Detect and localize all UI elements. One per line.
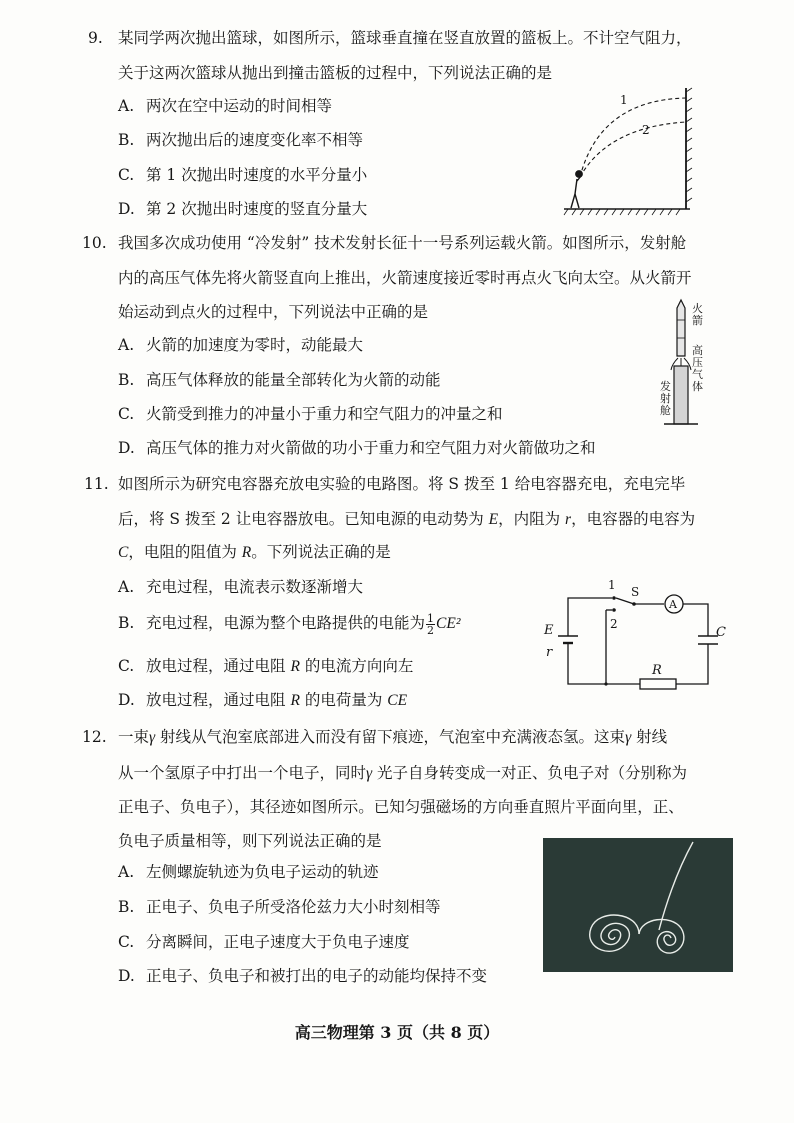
option-label: A. <box>118 97 135 115</box>
terminal-2-label: 2 <box>610 617 618 631</box>
ground-hatch <box>564 209 680 215</box>
backboard-hatch <box>686 88 692 202</box>
option-text: 第 1 次抛出时速度的水平分量小 <box>146 166 368 184</box>
q11-stem-line-1: 如图所示为研究电容器充放电实验的电路图。将 S 拨至 1 给电容器充电，充电完毕 <box>118 475 686 493</box>
option-text: 正电子、负电子和被打出的电子的动能均保持不变 <box>146 967 488 985</box>
cabin-label: 发射舱 <box>660 380 671 417</box>
option-text: 火箭受到推力的冲量小于重力和空气阻力的冲量之和 <box>146 405 503 423</box>
q11-option-c[interactable]: C. 放电过程，通过电阻 R 的电流方向向左 <box>118 657 414 675</box>
terminal-2 <box>612 608 616 612</box>
q10-stem-line-1: 我国多次成功使用 “冷发射” 技术发射长征十一号系列运载火箭。如图所示，发射舱 <box>118 234 687 252</box>
resistance-symbol: R <box>241 544 252 561</box>
q10-stem-line-3: 始运动到点火的过程中，下列说法中正确的是 <box>118 303 429 321</box>
option-label: D. <box>118 439 135 457</box>
q10-rocket-figure <box>660 298 720 436</box>
q12-stem-line-4: 负电子质量相等，则下列说法正确的是 <box>118 832 382 850</box>
q11-option-a[interactable] <box>118 576 363 598</box>
option-text: 两次抛出后的速度变化率不相等 <box>146 131 364 149</box>
q12-option-b[interactable] <box>118 896 441 918</box>
wire-bottom <box>568 648 640 684</box>
q11-number: 11. <box>84 475 109 493</box>
q12-bubble-chamber-photo <box>543 838 733 972</box>
trajectory-2-label: 2 <box>642 123 650 137</box>
q11-stem-line-3: C，电阻的阻值为 R。下列说法正确的是 <box>118 543 391 561</box>
wire-capacitor-resistor <box>676 644 708 684</box>
option-text: 充电过程，电流表示数逐渐增大 <box>146 578 364 596</box>
rocket-label: 火箭 <box>692 302 703 327</box>
q12-option-c[interactable] <box>118 931 410 953</box>
gamma-symbol: γ <box>366 765 373 782</box>
option-label: A. <box>118 578 135 596</box>
q10-option-c[interactable] <box>118 403 503 425</box>
option-label: D. <box>118 691 135 709</box>
terminal-1 <box>612 596 616 600</box>
gas-label: 高压气体 <box>692 344 703 393</box>
gamma-symbol: γ <box>625 729 632 746</box>
q11-option-d[interactable]: D. 放电过程，通过电阻 R 的电荷量为 CE <box>118 691 408 709</box>
junction-node <box>604 682 607 685</box>
wire-ammeter-capacitor <box>683 604 708 636</box>
option-label: B. <box>118 131 135 149</box>
option-text: 正电子、负电子所受洛伦兹力大小时刻相等 <box>146 898 441 916</box>
option-text: 第 2 次抛出时速度的竖直分量大 <box>146 200 368 218</box>
ammeter-label: A <box>669 598 677 611</box>
option-label: C. <box>118 657 135 675</box>
option-label: C. <box>118 405 135 423</box>
option-text: 分离瞬间，正电子速度大于负电子速度 <box>146 933 410 951</box>
gamma-symbol: γ <box>149 729 156 746</box>
trajectory-2 <box>580 122 686 177</box>
resistor-label: R <box>652 663 662 678</box>
option-label: D. <box>118 200 135 218</box>
capacitance-symbol: C <box>118 544 129 561</box>
trajectory-1-label: 1 <box>620 93 628 107</box>
q10-stem-line-2: 内的高压气体先将火箭竖直向上推出，火箭速度接近零时再点火飞向太空。从火箭开 <box>118 269 692 287</box>
option-text: 两次在空中运动的时间相等 <box>146 97 333 115</box>
q10-option-d[interactable] <box>118 437 596 459</box>
internal-resistance-symbol: r <box>565 511 572 528</box>
q11-option-b[interactable] <box>118 612 460 636</box>
option-label: C. <box>118 166 135 184</box>
launch-cabin <box>674 366 688 424</box>
option-label: A. <box>118 863 135 881</box>
q9-basketball-figure <box>560 82 710 222</box>
fraction-one-half: $\frac{1}{2}$ <box>427 611 435 637</box>
option-formula: CE² <box>436 615 461 632</box>
photo-background <box>543 838 733 972</box>
terminal-1-label: 1 <box>608 578 616 592</box>
q9-option-b[interactable] <box>118 129 363 151</box>
option-text: 充电过程，电源为整个电路提供的电能为 <box>146 614 426 632</box>
q12-option-d[interactable] <box>118 965 487 987</box>
option-text: 高压气体的推力对火箭做的功小于重力和空气阻力对火箭做功之和 <box>146 439 596 457</box>
switch-pivot <box>632 602 636 606</box>
page-footer: 高三物理第 3 页（共 8 页） <box>294 1023 500 1042</box>
q10-number: 10. <box>82 234 107 252</box>
q9-stem-line-1: 某同学两次抛出篮球，如图所示，篮球垂直撞在竖直放置的篮板上。不计空气阻力， <box>118 29 692 47</box>
option-label: A. <box>118 336 135 354</box>
q12-stem-line-3: 正电子、负电子），其径迹如图所示。已知匀强磁场的方向垂直照片平面向里，正、 <box>118 798 684 816</box>
option-text: 左侧螺旋轨迹为负电子运动的轨迹 <box>146 863 379 881</box>
emf-symbol: E <box>488 511 499 528</box>
q12-stem-line-1: 一束γ 射线从气泡室底部进入而没有留下痕迹，气泡室中充满液态氢。这束γ 射线 <box>118 728 668 746</box>
q12-stem-line-2: 从一个氢原子中打出一个电子，同时γ 光子自身转变成一对正、负电子对（分别称为 <box>118 764 688 782</box>
trajectory-1 <box>580 98 686 177</box>
q11-circuit-diagram <box>536 574 736 696</box>
capacitor-label: C <box>716 625 726 640</box>
q12-number: 12. <box>82 728 107 746</box>
resistor <box>640 679 676 689</box>
option-formula: CE <box>387 692 408 709</box>
q10-option-b[interactable] <box>118 369 441 391</box>
option-label: C. <box>118 933 135 951</box>
switch-label: S <box>631 585 640 599</box>
q9-number: 9. <box>88 29 103 47</box>
q11-stem-line-2: 后，将 S 拨至 2 让电容器放电。已知电源的电动势为 E，内阻为 r，电容器的电容为 <box>118 510 696 528</box>
q12-option-a[interactable] <box>118 861 379 883</box>
option-text: 火箭的加速度为零时，动能最大 <box>146 336 364 354</box>
q9-option-a[interactable] <box>118 95 332 117</box>
option-label: B. <box>118 614 135 632</box>
q9-option-d[interactable] <box>118 198 367 220</box>
q10-option-a[interactable] <box>118 334 363 356</box>
emf-label: E <box>544 623 554 638</box>
q9-option-c[interactable] <box>118 164 367 186</box>
internal-resistance-label: r <box>546 645 553 660</box>
player-figure <box>571 171 582 208</box>
option-label: B. <box>118 371 135 389</box>
q9-stem-line-2: 关于这两次篮球从抛出到撞击篮板的过程中，下列说法正确的是 <box>118 64 553 82</box>
option-label: D. <box>118 967 135 985</box>
option-label: B. <box>118 898 135 916</box>
rocket-body <box>677 300 685 356</box>
option-text: 高压气体释放的能量全部转化为火箭的动能 <box>146 371 441 389</box>
